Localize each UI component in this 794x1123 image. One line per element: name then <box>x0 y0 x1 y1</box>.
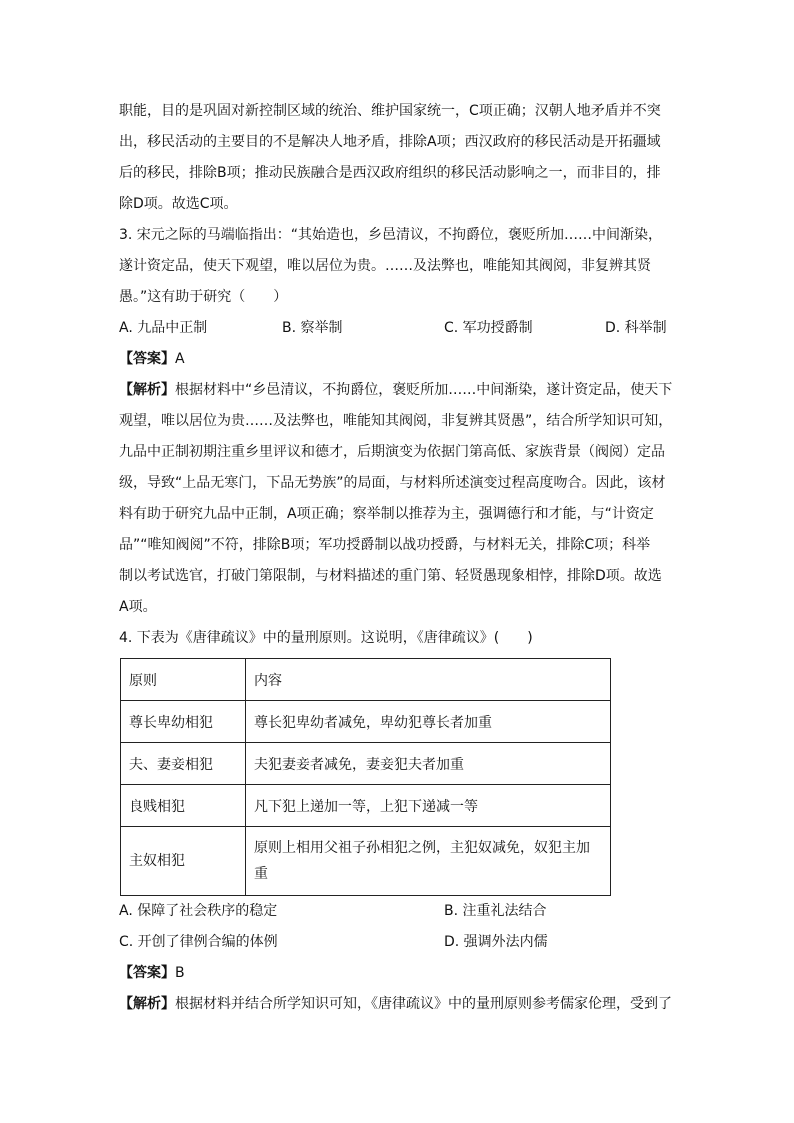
text-line: 4. 下表为《唐律疏议》中的量刑原则。这说明，《唐律疏议》( ) <box>119 630 533 646</box>
table-header-cell: 内容 <box>246 659 611 701</box>
answer-label: 【答案】 <box>119 965 175 981</box>
table-header-cell: 原则 <box>121 659 246 701</box>
q3-analysis <box>119 375 677 623</box>
analysis-label: 【解析】 <box>119 996 175 1012</box>
table-cell: 尊长卑幼相犯 <box>121 701 246 743</box>
q3-option-d: D. 科举制 <box>605 320 667 336</box>
q3-stem <box>119 220 677 313</box>
q4-option-d: D. 强调外法内儒 <box>444 934 548 950</box>
sentencing-principles-table <box>120 658 611 896</box>
q4-option-b: B. 注重礼法结合 <box>444 903 547 919</box>
table-row <box>121 785 611 827</box>
text-line: 后的移民，排除B项；推动民族融合是西汉政府组织的移民活动影响之一，而非目的，排 <box>119 165 661 181</box>
table-row <box>121 701 611 743</box>
text-line: 根据材料中“乡邑清议，不拘爵位，褒贬所加……中间渐染，遂计资定品，使天下 <box>175 382 673 398</box>
q3-option-a: A. 九品中正制 <box>119 320 208 336</box>
text-line: 观望，唯以居位为贵……及法弊也，唯能知其阀阅，非复辨其贤愚”，结合所学知识可知， <box>119 413 673 429</box>
text-line: 九品中正制初期注重乡里评议和德才，后期演变为依据门第高低、家族背景（阀阅）定品 <box>119 444 665 460</box>
answer-value: B <box>175 965 185 981</box>
text-line: 制以考试选官，打破门第限制，与材料描述的重门第、轻贤愚现象相悖，排除D项。故选 <box>119 568 662 584</box>
analysis-label: 【解析】 <box>119 382 175 398</box>
text-line: 遂计资定品，使天下观望，唯以居位为贵。……及法弊也，唯能知其阀阅，非复辨其贤 <box>119 258 651 274</box>
table-cell: 夫、妻妾相犯 <box>121 743 246 785</box>
q4-option-c: C. 开创了律例合编的体例 <box>119 934 278 950</box>
q4-analysis <box>119 989 677 1020</box>
q3-options <box>119 313 677 344</box>
table-row <box>121 827 611 896</box>
q4-answer <box>119 958 677 989</box>
q4-option-a: A. 保障了社会秩序的稳定 <box>119 903 278 919</box>
table-cell: 凡下犯上递加一等，上犯下递减一等 <box>246 785 611 827</box>
q3-option-c: C. 军功授爵制 <box>444 320 533 336</box>
text-line: 除D项。故选C项。 <box>119 196 238 212</box>
text-line: 级，导致“上品无寒门，下品无势族”的局面，与材料所述演变过程高度吻合。因此，该材 <box>119 475 666 491</box>
q2-analysis-continued <box>119 96 677 220</box>
table-cell: 原则上相用父祖子孙相犯之例，主犯奴减免，奴犯主加重 <box>246 827 611 896</box>
q4-options <box>119 896 677 958</box>
q4-stem <box>119 623 677 654</box>
table-cell: 良贱相犯 <box>121 785 246 827</box>
answer-value: A <box>175 351 185 367</box>
text-line: 根据材料并结合所学知识可知，《唐律疏议》中的量刑原则参考儒家伦理，受到了 <box>175 996 672 1012</box>
text-line: A项。 <box>119 599 157 615</box>
table-cell: 主奴相犯 <box>121 827 246 896</box>
text-line: 职能，目的是巩固对新控制区域的统治、维护国家统一，C项正确；汉朝人地矛盾并不突 <box>119 103 661 119</box>
table-cell: 夫犯妻妾者减免，妻妾犯夫者加重 <box>246 743 611 785</box>
table-header-row <box>121 659 611 701</box>
q3-option-b: B. 察举制 <box>282 320 343 336</box>
table-row <box>121 743 611 785</box>
q3-answer <box>119 344 677 375</box>
text-line: 3. 宋元之际的马端临指出：“其始造也，乡邑清议，不拘爵位，褒贬所加……中间渐染， <box>119 227 663 243</box>
text-line: 料有助于研究九品中正制，A项正确；察举制以推荐为主，强调德行和才能，与“计资定 <box>119 506 654 522</box>
answer-label: 【答案】 <box>119 351 175 367</box>
text-line: 愚。”这有助于研究（ ） <box>119 289 288 305</box>
text-line: 出，移民活动的主要目的不是解决人地矛盾，排除A项；西汉政府的移民活动是开拓疆域 <box>119 134 661 150</box>
table-cell: 尊长犯卑幼者减免，卑幼犯尊长者加重 <box>246 701 611 743</box>
text-line: 品”“唯知阀阅”不符，排除B项；军功授爵制以战功授爵，与材料无关，排除C项；科举 <box>119 537 651 553</box>
document-body <box>119 96 677 1020</box>
